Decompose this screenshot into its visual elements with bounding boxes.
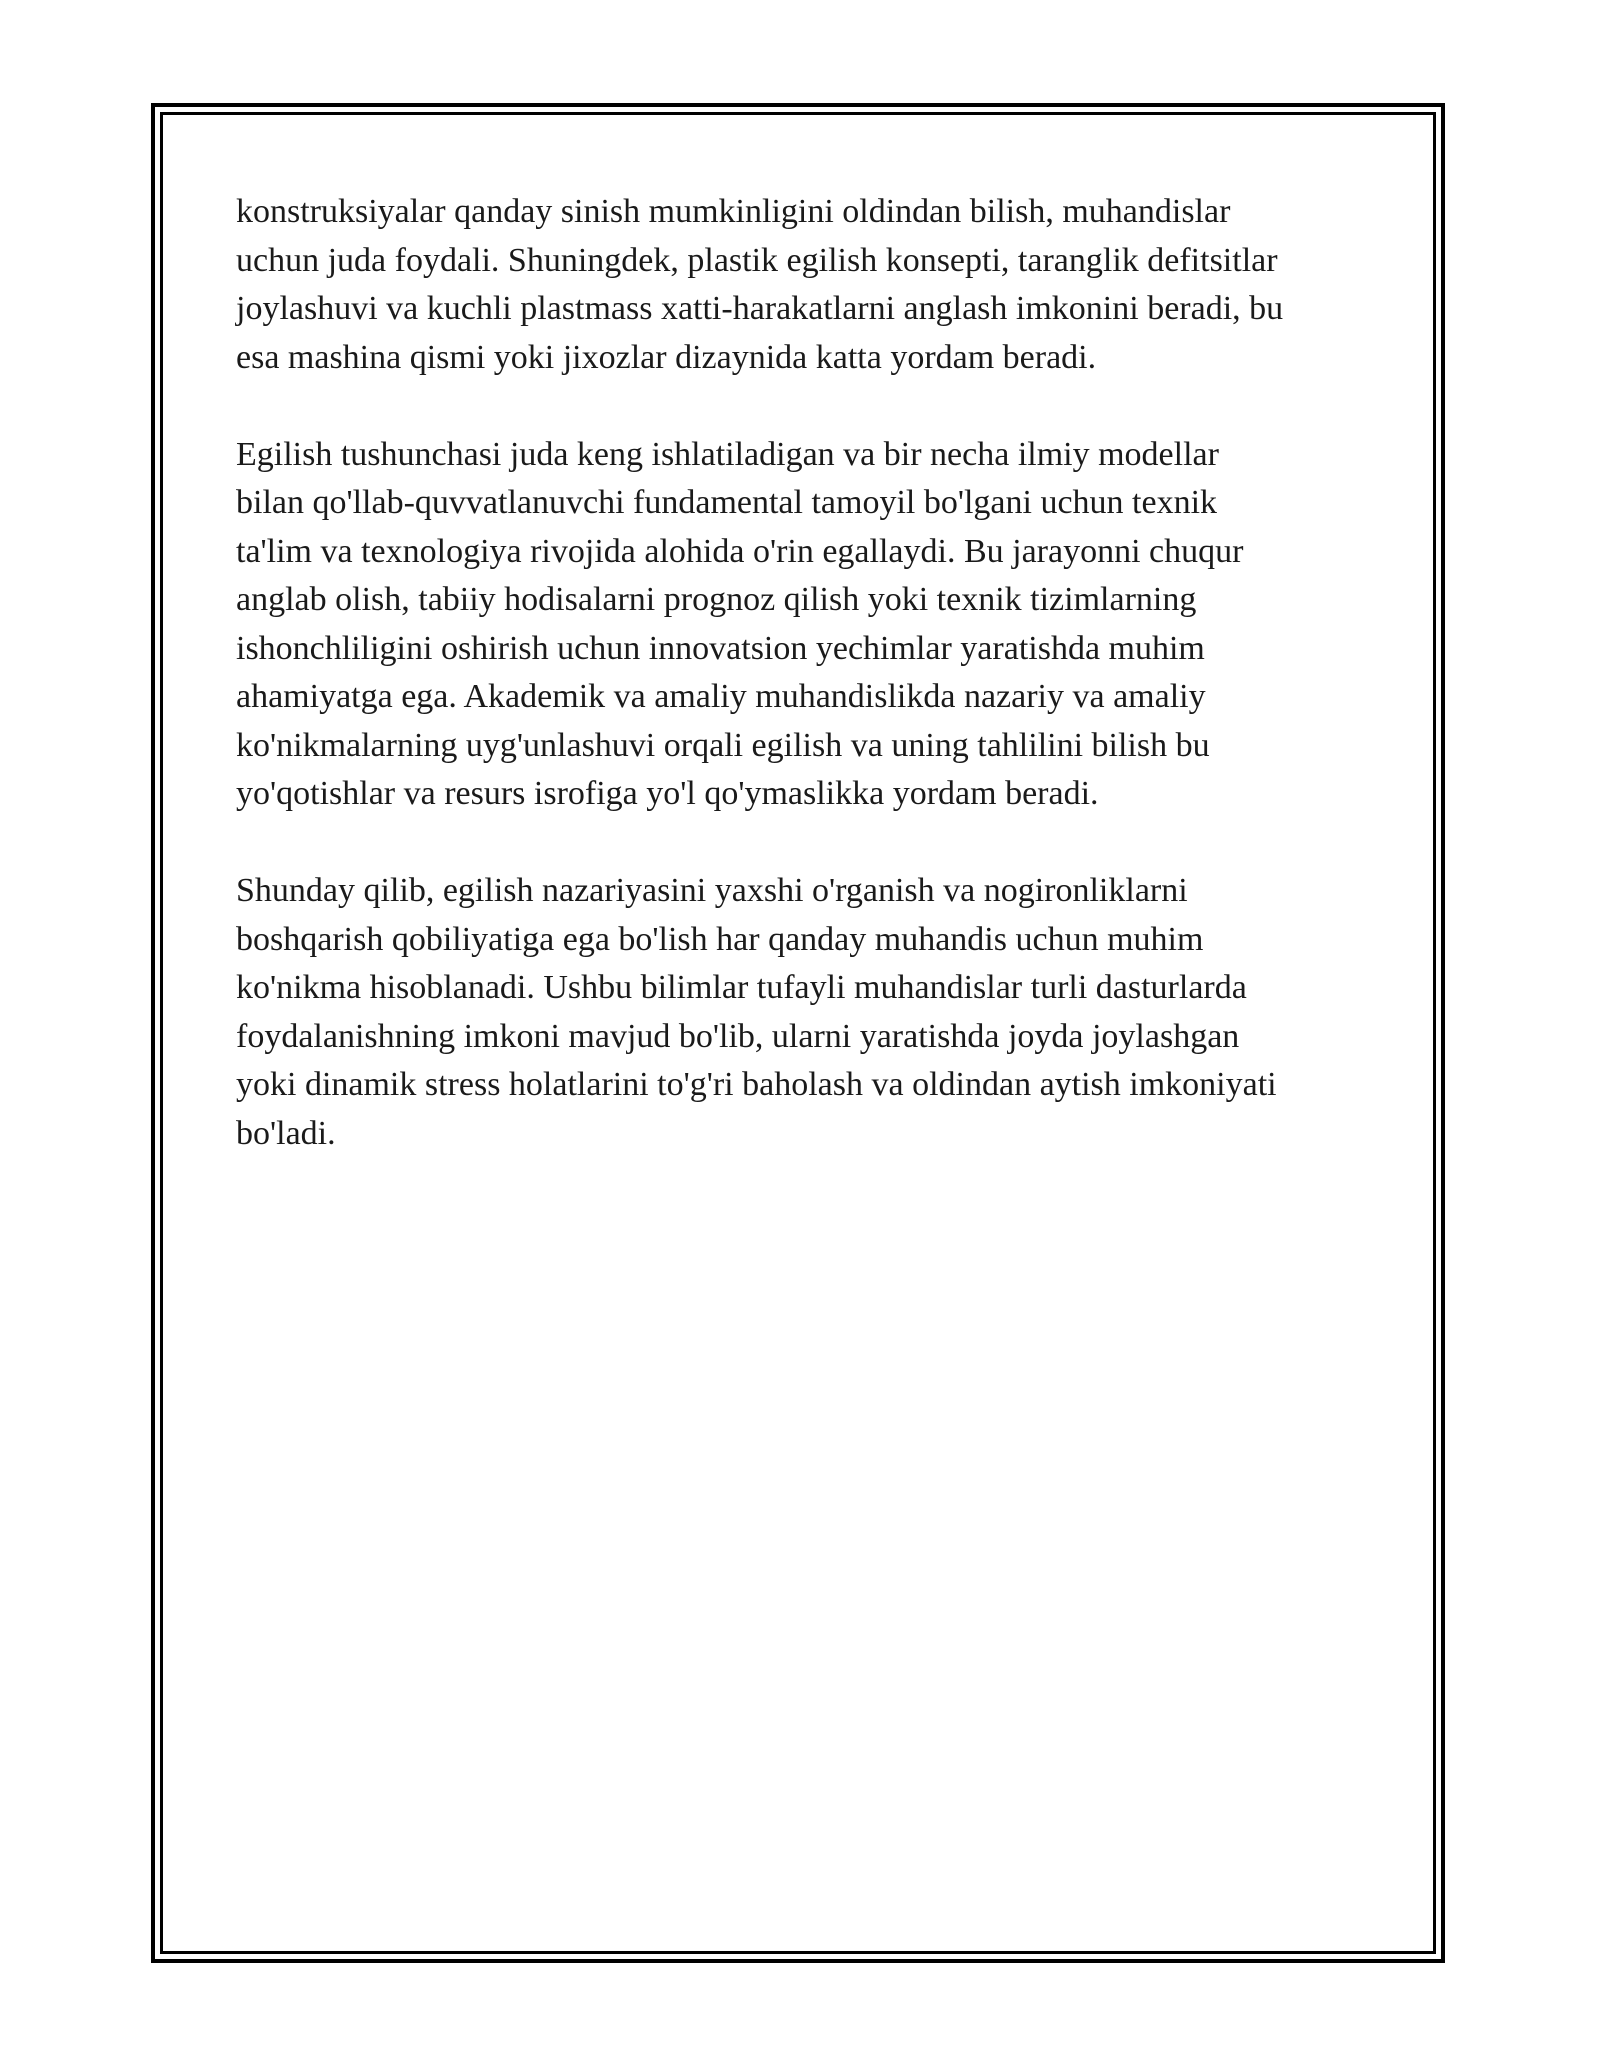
- paragraph-1: konstruksiyalar qanday sinish mumkinligini oldindan bilish, muhandislar uchun juda foydali. Shuningdek, plastik egilish konsepti, taranglik defitsitlar joylashuvi va kuchli plastmass xatti-harakatlarni anglash imkonini beradi, bu esa mashina qismi yoki jixozlar dizaynida katta yordam beradi.: [236, 193, 1284, 376]
- document-body: [236, 188, 1366, 1207]
- paragraph-2: Egilish tushunchasi juda keng ishlatiladigan va bir necha ilmiy modellar bilan qo'llab-quvvatlanuvchi fundamental tamoyil bo'lgani uchun texnik ta'lim va texnologiya rivojida alohida o'rin egallaydi. Bu jarayonni chuqur anglab olish, tabiiy hodisalarni prognoz qilish yoki texnik tizimlarning ishonchliligini oshirish uchun innovatsion yechimlar yaratishda muhim ahamiyatga ega. Akademik va amaliy muhandislikda nazariy va amaliy ko'nikmalarning uyg'unlashuvi orqali egilish va uning tahlilini bilish bu yo'qotishlar va resurs isrofiga yo'l qo'ymaslikka yordam beradi.: [236, 435, 1244, 812]
- paragraph-3: Shunday qilib, egilish nazariyasini yaxshi o'rganish va nogironliklarni boshqarish qobiliyatiga ega bo'lish har qanday muhandis uchun muhim ko'nikma hisoblanadi. Ushbu bilimlar tufayli muhandislar turli dasturlarda foydalanishning imkoni mavjud bo'lib, ularni yaratishda joyda joylashgan yoki dinamik stress holatlarini to'g'ri baholash va oldindan aytish imkoniyati bo'ladi.: [236, 872, 1277, 1152]
